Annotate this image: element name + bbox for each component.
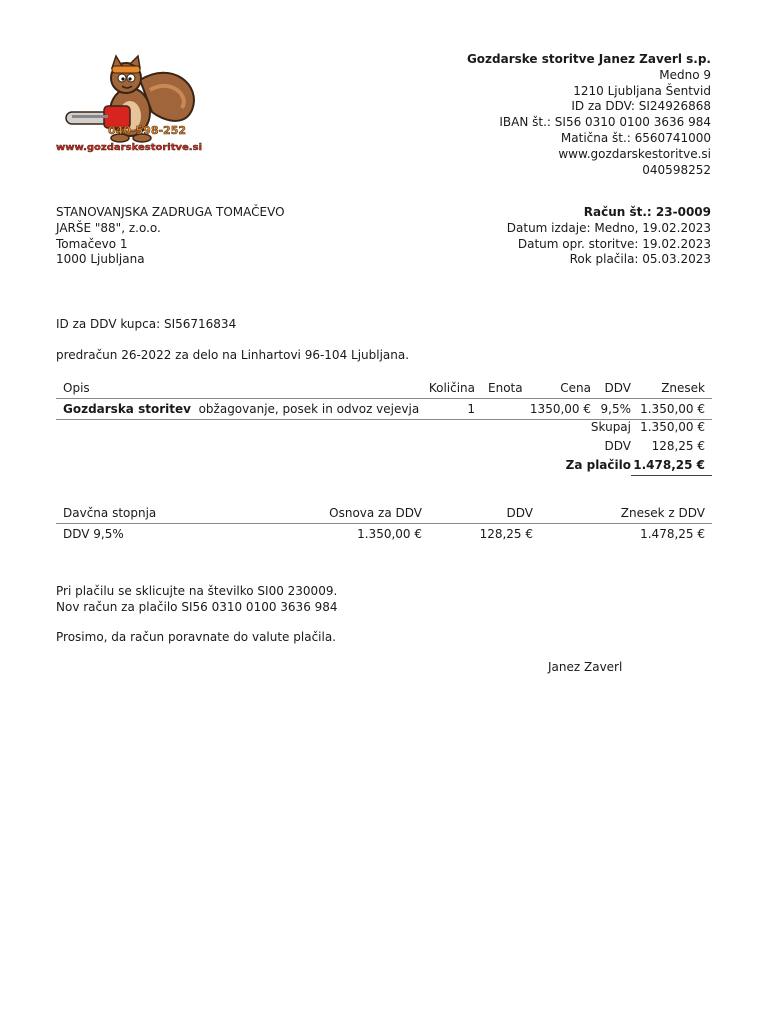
customer-city: 1000 Ljubljana (56, 252, 145, 267)
vat-header-total: Znesek z DDV (620, 506, 705, 520)
vat-header-row (56, 503, 712, 524)
vat-header-vat: DDV (506, 506, 533, 520)
company-address: Medno 9 (659, 67, 711, 82)
vat-rate: DDV 9,5% (63, 527, 124, 541)
header-qty: Količina (428, 381, 475, 395)
vat-row (56, 437, 712, 456)
signature: Janez Zaverl (548, 660, 623, 674)
service-date: Datum opr. storitve: 19.02.2023 (517, 236, 711, 251)
svg-text:www.gozdarskestoritve.si: www.gozdarskestoritve.si (56, 143, 202, 153)
payment-notes (56, 584, 338, 616)
vat-value: 128,25 € (651, 439, 705, 453)
company-reg-no: Matična št.: 6560741000 (560, 130, 711, 145)
header-vat: DDV (604, 381, 631, 395)
company-iban: IBAN št.: SI56 0310 0100 3636 984 (499, 115, 711, 130)
company-logo (52, 50, 208, 160)
vat-base: 1.350,00 € (357, 527, 422, 541)
company-vat-id: ID za DDV: SI24926868 (571, 99, 711, 114)
svg-text:040-598-252: 040-598-252 (108, 124, 187, 137)
payment-request: Prosimo, da račun poravnate do valute plačila. (56, 630, 336, 644)
vat-total: 1.478,25 € (640, 527, 705, 541)
item-title: Gozdarska storitev (63, 402, 191, 416)
customer-name2: JARŠE "88", z.o.o. (56, 220, 161, 235)
company-phone: 040598252 (642, 162, 711, 177)
invoice-meta (351, 205, 711, 268)
company-info (351, 52, 711, 178)
item-price: 1350,00 € (529, 402, 591, 416)
company-city: 1210 Ljubljana Šentvid (573, 83, 711, 98)
vat-header-base: Osnova za DDV (329, 506, 422, 520)
due-date: Rok plačila: 05.03.2023 (569, 252, 711, 267)
header-amount: Znesek (661, 381, 705, 395)
totals-block (56, 418, 712, 475)
squirrel-chainsaw-icon (52, 50, 208, 160)
issue-date: Datum izdaje: Medno, 19.02.2023 (506, 220, 711, 235)
item-qty: 1 (467, 402, 475, 416)
table-row (56, 399, 712, 420)
item-detail: obžagovanje, posek in odvoz vejevja (198, 402, 420, 416)
company-web: www.gozdarskestoritve.si (558, 146, 711, 161)
vat-label: DDV (604, 439, 631, 453)
customer-street: Tomačevo 1 (56, 236, 128, 251)
account-note: Nov račun za plačilo SI56 0310 0100 3636 984 (56, 599, 338, 614)
item-vat: 9,5% (600, 402, 631, 416)
item-amount: 1.350,00 € (640, 402, 705, 416)
table-row (56, 524, 712, 544)
total-label: Za plačilo (565, 458, 631, 472)
reference-note: Pri plačilu se sklicujte na številko SI00 230009. (56, 584, 338, 598)
subtotal-label: Skupaj (590, 420, 631, 434)
customer-vat-id: ID za DDV kupca: SI56716834 (56, 317, 237, 331)
customer-info (56, 205, 285, 268)
vat-summary-table (56, 503, 712, 544)
company-name: Gozdarske storitve Janez Zaverl s.p. (466, 52, 711, 66)
vat-amount: 128,25 € (479, 527, 533, 541)
subtotal-row (56, 418, 712, 437)
total-value: 1.478,25 € (631, 456, 712, 476)
subtotal-value: 1.350,00 € (640, 420, 705, 434)
invoice-number: Račun št.: 23-0009 (583, 205, 711, 219)
items-table (56, 378, 712, 420)
customer-name: STANOVANJSKA ZADRUGA TOMAČEVO (56, 205, 285, 219)
total-row (56, 456, 712, 475)
vat-header-rate: Davčna stopnja (63, 506, 157, 520)
header-price: Cena (560, 381, 591, 395)
invoice-description: predračun 26-2022 za delo na Linhartovi 96-104 Ljubljana. (56, 348, 410, 362)
items-header-row (56, 378, 712, 399)
header-desc: Opis (63, 381, 90, 395)
header-unit: Enota (488, 381, 523, 395)
